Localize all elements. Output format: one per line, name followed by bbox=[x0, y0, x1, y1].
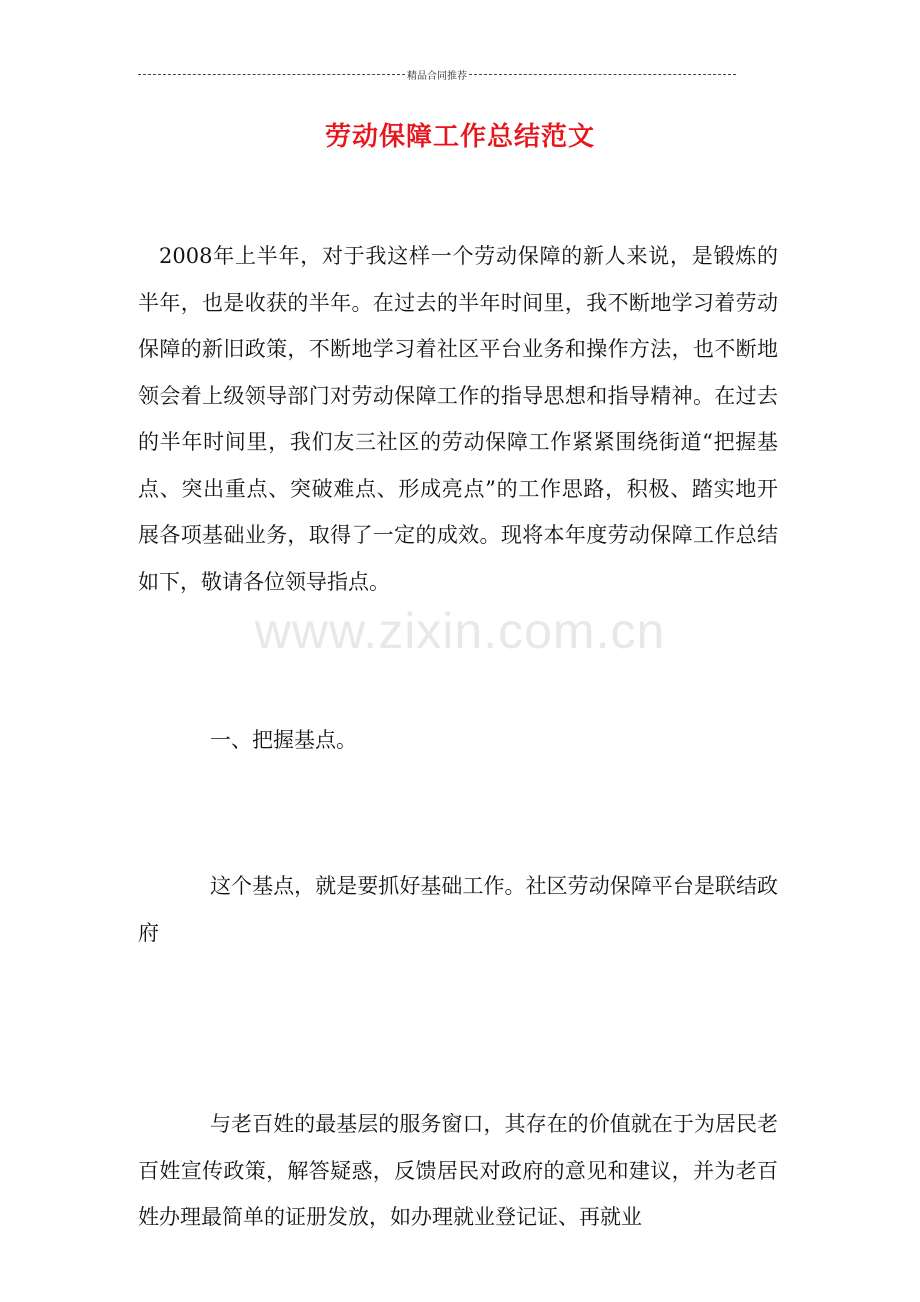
header-dashed-rule-left bbox=[138, 74, 405, 75]
paragraph-section-1b: 与老百姓的最基层的服务窗口，其存在的价值就在于为居民老百姓宣传政策，解答疑惑，反馈居民对政府的意见和建议，并为老百姓办理最简单的证册发放，如办理就业登记证、再就业 bbox=[138, 1112, 778, 1229]
header-label: 精品合同推荐 bbox=[407, 70, 467, 82]
watermark: www.zixin.com.cn bbox=[254, 603, 666, 659]
paragraph-section-1a: 这个基点，就是要抓好基础工作。社区劳动保障平台是联结政府 bbox=[138, 874, 778, 945]
section-heading-1: 一、把握基点。 bbox=[210, 728, 357, 752]
paragraph-intro: 2008年上半年，对于我这样一个劳动保障的新人来说，是锻炼的半年，也是收获的半年。在过去的半年时间里，我不断地学习着劳动保障的新旧政策，不断地学习着社区平台业务和操作方法，也不断地领会着上级领导部门对劳动保障工作的指导思想和指导精神。在过去的半年时间里，我们友三社区的劳动保障工作紧紧围绕街道“把握基点、突出重点、突破难点、形成亮点”的工作思路，积极、踏实地开展各项基础业务，取得了一定的成效。现将本年度劳动保障工作总结如下，敬请各位领导指点。 bbox=[138, 244, 778, 594]
header-dashed-rule-right bbox=[469, 74, 736, 75]
page-header bbox=[138, 66, 736, 82]
document-title: 劳动保障工作总结范文 bbox=[324, 122, 595, 152]
